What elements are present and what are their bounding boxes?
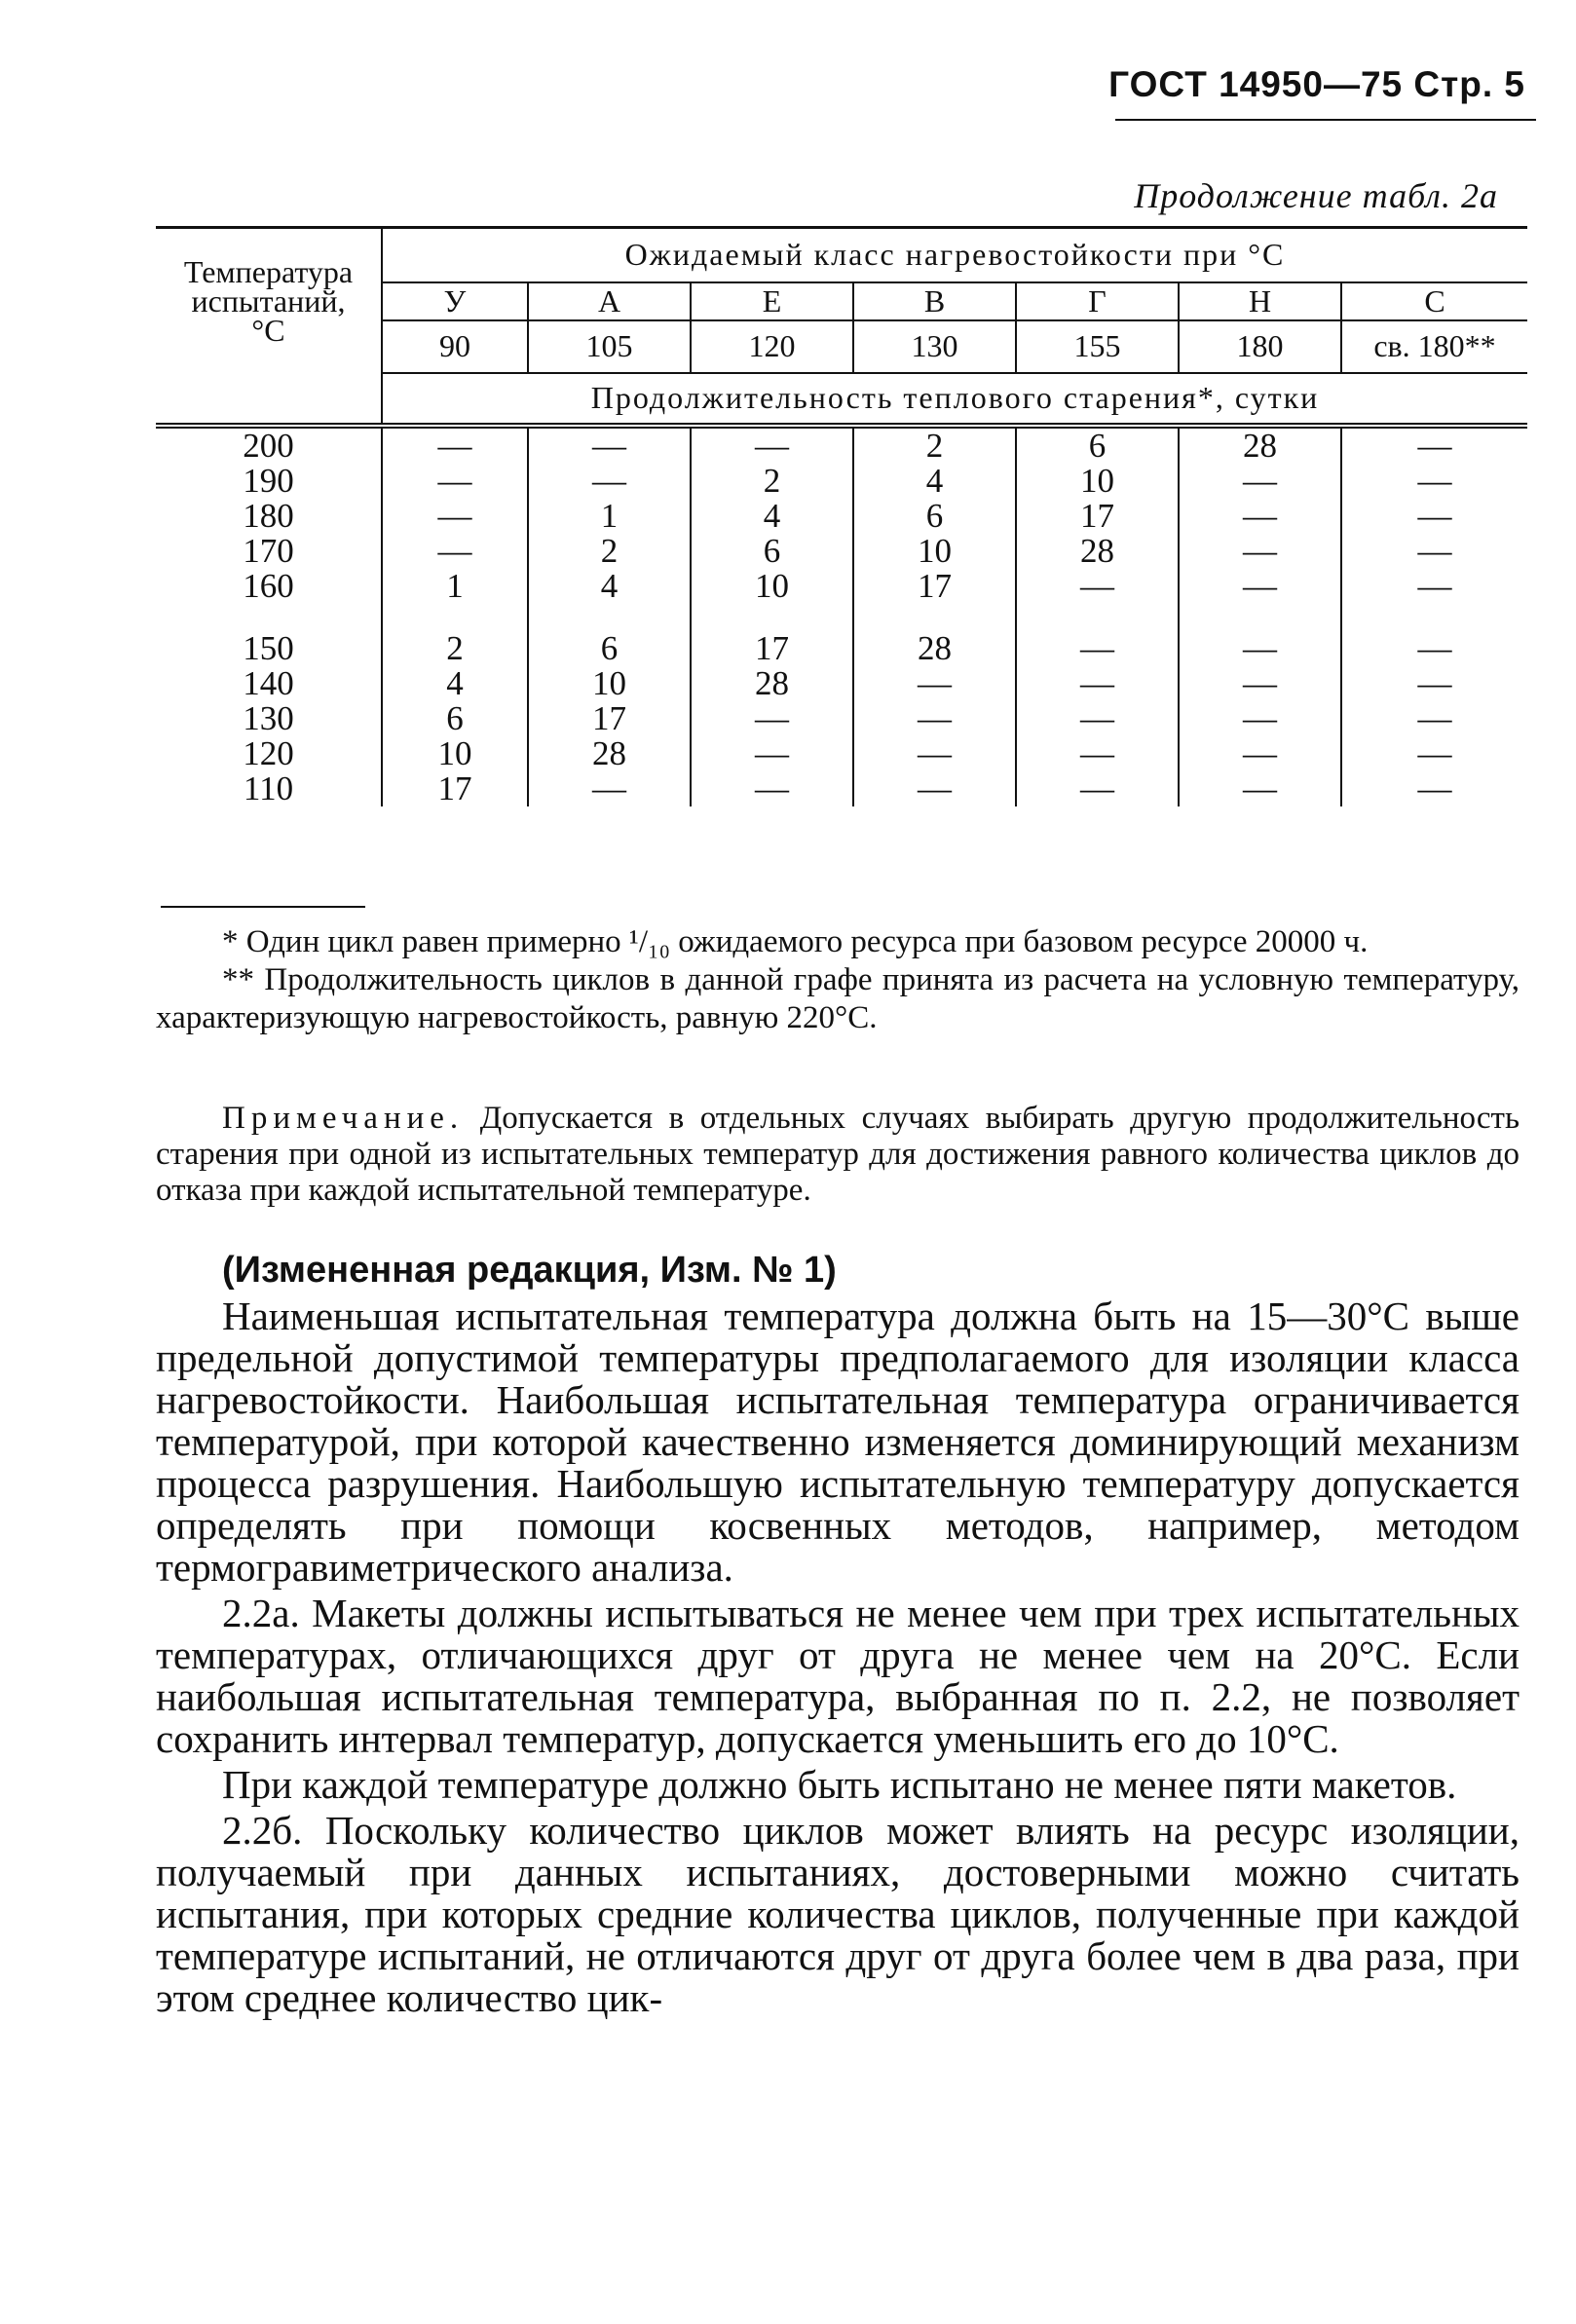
aging-duration: —	[1341, 666, 1527, 701]
test-temperature: 130	[243, 698, 294, 737]
aging-duration: —	[528, 464, 691, 499]
paragraph: При каждой температуре должно быть испытано не менее пяти макетов.	[222, 1762, 1457, 1807]
aging-duration: —	[1341, 701, 1527, 736]
aging-duration: 17	[1016, 499, 1179, 534]
class-temp: св. 180**	[1341, 320, 1527, 373]
aging-duration: 17	[382, 771, 528, 806]
aging-duration: 6	[528, 631, 691, 666]
test-temperature: 190	[243, 461, 294, 500]
row-header-line: °С	[251, 312, 285, 348]
header-rule	[1115, 119, 1536, 121]
aging-duration: —	[1179, 771, 1341, 806]
amendment-note: (Измененная редакция, Изм. № 1)	[222, 1250, 837, 1291]
row-header-line: Температура	[183, 253, 354, 289]
table-row	[156, 464, 1527, 499]
table-continuation-label: Продолжение табл. 2а	[1134, 176, 1498, 215]
class-temp: 155	[1016, 320, 1179, 373]
aging-duration: —	[853, 736, 1016, 771]
aging-duration: 4	[853, 464, 1016, 499]
aging-duration: —	[691, 429, 853, 464]
test-temperature: 120	[243, 733, 294, 772]
aging-duration: 2	[528, 534, 691, 569]
duration-header: Продолжительность теплового старения*, сутки	[382, 373, 1527, 426]
aging-duration: —	[1016, 631, 1179, 666]
table-row	[156, 631, 1527, 666]
table-row	[156, 701, 1527, 736]
paragraph: 2.2а. Макеты должны испытываться не менее чем при трех испытательных температурах, отличающихся друг от друга не менее чем на 20°С. Если наибольшая испытательная температура, выбранная по п. 2.2, не позволяет сохранить интервал температур, допускается уменьшить его до 10°С.	[156, 1591, 1520, 1761]
class-temp: 120	[691, 320, 853, 373]
note-label: Примечание.	[222, 1101, 465, 1136]
aging-duration: —	[528, 429, 691, 464]
table-2a	[156, 226, 1527, 806]
class-label: Г	[1016, 282, 1179, 320]
aging-duration: —	[691, 701, 853, 736]
body-text	[156, 1250, 1520, 2023]
test-temperature: 180	[243, 496, 294, 535]
aging-duration: 28	[1016, 534, 1179, 569]
aging-duration: 1	[382, 569, 528, 604]
class-label: У	[382, 282, 528, 320]
test-temperature: 170	[243, 531, 294, 570]
aging-duration: —	[1341, 631, 1527, 666]
aging-duration: 2	[853, 429, 1016, 464]
aging-duration: —	[1179, 569, 1341, 604]
aging-duration: 6	[691, 534, 853, 569]
aging-duration: —	[1179, 464, 1341, 499]
aging-duration: 17	[691, 631, 853, 666]
paragraph: Наименьшая испытательная температура должна быть на 15—30°С выше предельной допустимой температуры предполагаемого для изоляции класса нагревостойкости. Наибольшая испытательная температура ограничивается температурой, при которой качественно изменяется доминирующий механизм процесса разрушения. Наибольшую испытательную температуру допускается определять при помощи косвенных методов, например, методом термогравиметрического анализа.	[156, 1293, 1520, 1590]
aging-duration: —	[1341, 429, 1527, 464]
footnote-rule	[161, 906, 365, 908]
aging-duration: —	[1341, 771, 1527, 806]
aging-duration: 17	[853, 569, 1016, 604]
aging-duration: —	[1016, 771, 1179, 806]
aging-duration: —	[853, 666, 1016, 701]
table-row	[156, 771, 1527, 806]
aging-duration: —	[1341, 499, 1527, 534]
note-text: Допускается в отдельных случаях выбирать другую продолжительность старения при одной из испытательных температур для достижения равного количества циклов до отказа при каждой испытательной температуре.	[156, 1101, 1520, 1208]
aging-duration: 28	[691, 666, 853, 701]
class-header: Ожидаемый класс нагревостойкости при °С	[382, 228, 1527, 282]
aging-duration: 4	[382, 666, 528, 701]
aging-duration: —	[1179, 631, 1341, 666]
aging-duration: —	[528, 771, 691, 806]
aging-duration: 1	[528, 499, 691, 534]
table-row	[156, 666, 1527, 701]
aging-duration: —	[1341, 464, 1527, 499]
aging-duration: 6	[853, 499, 1016, 534]
table-row	[156, 429, 1527, 464]
row-header	[156, 228, 382, 373]
aging-duration: —	[1179, 666, 1341, 701]
class-label: А	[528, 282, 691, 320]
aging-duration: —	[1179, 499, 1341, 534]
page-number: Стр. 5	[1413, 64, 1525, 104]
table-row	[156, 736, 1527, 771]
test-temperature: 140	[243, 663, 294, 702]
page-header	[1108, 64, 1525, 105]
aging-duration: 4	[528, 569, 691, 604]
test-temperature: 150	[243, 628, 294, 667]
class-temp: 105	[528, 320, 691, 373]
aging-duration: —	[1341, 534, 1527, 569]
paragraph: 2.2б. Поскольку количество циклов может влиять на ресурс изоляции, получаемый при данных испытаниях, достоверными можно считать испытания, при которых средние количества циклов, полученные при каждой температуре испытаний, не отличаются друг от друга более чем в два раза, при этом среднее количество цик-	[156, 1808, 1520, 2020]
table-row	[156, 569, 1527, 604]
class-temp: 130	[853, 320, 1016, 373]
aging-duration: —	[691, 736, 853, 771]
aging-duration: —	[1179, 736, 1341, 771]
aging-duration: —	[1179, 534, 1341, 569]
aging-duration: 10	[853, 534, 1016, 569]
aging-duration: —	[1016, 701, 1179, 736]
footnotes	[156, 923, 1520, 1037]
row-header-line: испытаний,	[191, 282, 346, 319]
aging-duration: 17	[528, 701, 691, 736]
aging-duration: 2	[691, 464, 853, 499]
class-label: Е	[691, 282, 853, 320]
aging-duration: 6	[382, 701, 528, 736]
class-label: Н	[1179, 282, 1341, 320]
class-temp: 180	[1179, 320, 1341, 373]
aging-duration: 4	[691, 499, 853, 534]
aging-duration: 6	[1016, 429, 1179, 464]
aging-duration: —	[1179, 701, 1341, 736]
aging-duration: —	[382, 464, 528, 499]
aging-duration: —	[853, 771, 1016, 806]
aging-duration: 10	[691, 569, 853, 604]
aging-duration: —	[382, 534, 528, 569]
aging-duration: —	[1016, 666, 1179, 701]
class-label: В	[853, 282, 1016, 320]
aging-duration: —	[1341, 569, 1527, 604]
aging-duration: —	[853, 701, 1016, 736]
class-temp: 90	[382, 320, 528, 373]
aging-duration: —	[382, 429, 528, 464]
test-temperature: 160	[243, 566, 294, 605]
test-temperature: 110	[243, 768, 294, 807]
standard-number: ГОСТ 14950—75	[1108, 64, 1404, 104]
aging-duration: —	[691, 771, 853, 806]
aging-duration: —	[1016, 736, 1179, 771]
footnote-2: ** Продолжительность циклов в данной графе принята из расчета на условную температуру, характеризующую нагревостойкость, равную 220°С.	[156, 962, 1520, 1035]
aging-duration: 10	[1016, 464, 1179, 499]
aging-duration: —	[1341, 736, 1527, 771]
table-row	[156, 499, 1527, 534]
aging-duration: —	[1016, 569, 1179, 604]
aging-duration: 10	[528, 666, 691, 701]
aging-duration: 28	[1179, 429, 1341, 464]
aging-duration: 2	[382, 631, 528, 666]
test-temperature: 200	[243, 426, 294, 465]
footnote-1: * Один цикл равен примерно ¹/₁₀ ожидаемого ресурса при базовом ресурсе 20000 ч.	[222, 924, 1369, 959]
aging-duration: 28	[853, 631, 1016, 666]
aging-duration: —	[382, 499, 528, 534]
aging-duration: 10	[382, 736, 528, 771]
aging-duration: 28	[528, 736, 691, 771]
class-label: С	[1341, 282, 1527, 320]
table-row	[156, 534, 1527, 569]
table-note	[156, 1101, 1520, 1209]
